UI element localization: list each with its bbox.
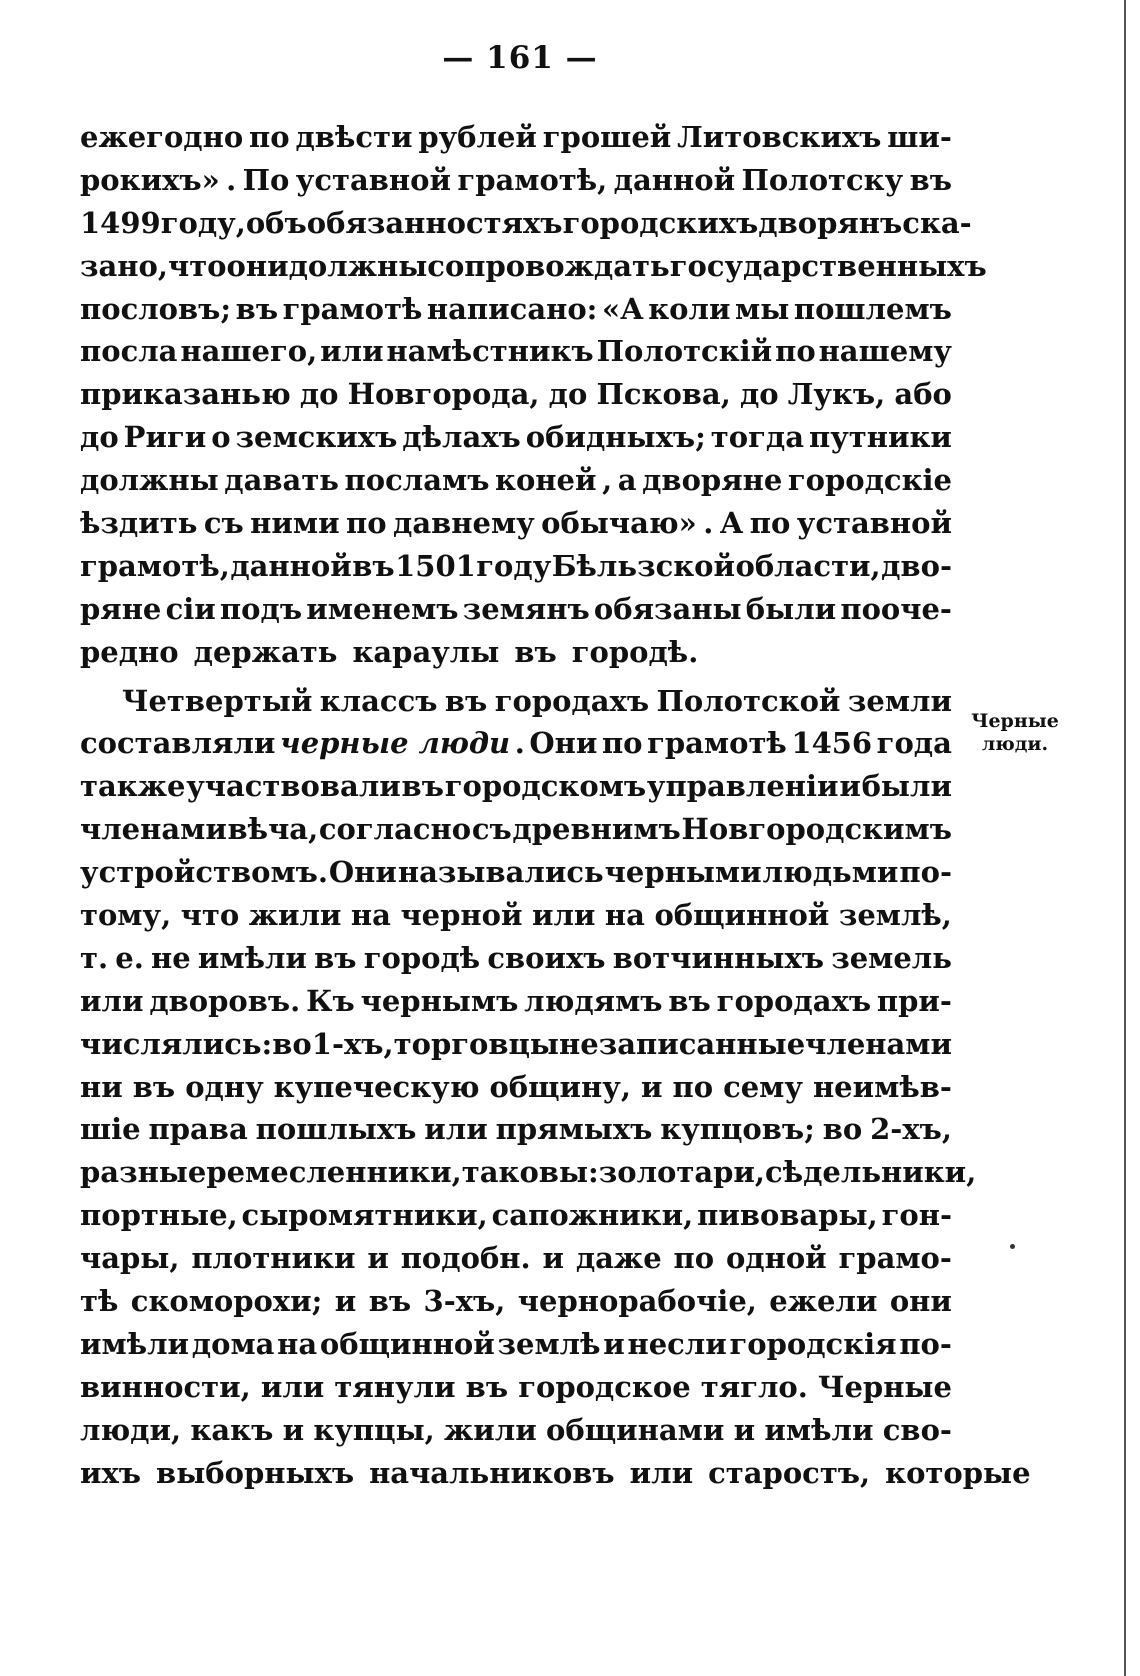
text-line bbox=[80, 1066, 952, 1109]
word: во bbox=[822, 1112, 863, 1147]
text-line bbox=[80, 502, 952, 545]
word: торговцы bbox=[393, 1026, 559, 1061]
word: имѣли bbox=[80, 1326, 190, 1361]
word: посламъ bbox=[344, 463, 490, 498]
word: прямыхъ bbox=[495, 1112, 653, 1147]
word: по bbox=[249, 120, 290, 154]
word: жили bbox=[248, 898, 342, 933]
text-line bbox=[80, 1409, 952, 1452]
word: они bbox=[226, 248, 289, 283]
word: А bbox=[719, 506, 744, 541]
word: пошлемъ bbox=[793, 291, 952, 326]
word: сво- bbox=[882, 1412, 952, 1447]
word: или bbox=[260, 1369, 325, 1404]
word: съ bbox=[471, 812, 512, 847]
word: несли bbox=[627, 1326, 727, 1361]
word: земли bbox=[847, 683, 952, 718]
word: имѣли bbox=[197, 940, 307, 975]
word: черной bbox=[400, 898, 523, 933]
word: Литовскихъ bbox=[677, 120, 882, 154]
word: одну bbox=[185, 1069, 264, 1104]
word: землѣ, bbox=[838, 898, 952, 933]
word: 3-хъ, bbox=[423, 1284, 506, 1319]
word: , bbox=[602, 463, 613, 498]
emphasis-text: черные люди bbox=[279, 726, 511, 761]
word: которые bbox=[885, 1455, 1031, 1490]
text-line bbox=[80, 1280, 952, 1323]
word: сыромятники, bbox=[241, 1198, 488, 1233]
word: управленіи bbox=[646, 769, 839, 804]
word: неимѣв- bbox=[812, 1069, 952, 1104]
word: обязаны bbox=[593, 591, 742, 626]
text-line bbox=[80, 1194, 952, 1237]
word: Полотской bbox=[656, 683, 841, 718]
word: общинной bbox=[319, 1326, 495, 1361]
word: членами bbox=[805, 1026, 952, 1061]
word: давать bbox=[224, 463, 339, 498]
word: подъ bbox=[219, 591, 303, 626]
word: портные, bbox=[80, 1198, 238, 1233]
word: по bbox=[672, 1069, 714, 1104]
word: ни bbox=[80, 1069, 123, 1104]
word: земель bbox=[831, 940, 952, 975]
word: разные bbox=[80, 1155, 207, 1190]
word: дворянъ bbox=[758, 205, 903, 240]
word: дво- bbox=[881, 548, 952, 583]
word: ними bbox=[250, 506, 340, 541]
text-line bbox=[80, 545, 952, 588]
word: землѣ bbox=[497, 1326, 601, 1361]
word: скоморохи; bbox=[130, 1284, 323, 1319]
word: выборныхъ bbox=[156, 1455, 355, 1490]
word: области, bbox=[735, 548, 881, 583]
text-line bbox=[80, 1023, 952, 1066]
word: нашего, bbox=[180, 334, 318, 369]
word: . bbox=[226, 162, 237, 197]
word: Черные bbox=[817, 1369, 952, 1404]
word: золотари, bbox=[598, 1155, 766, 1190]
word: тѣ bbox=[80, 1284, 119, 1319]
text-line bbox=[80, 894, 952, 937]
word: приказанью bbox=[80, 377, 291, 412]
word: 1501 bbox=[395, 548, 476, 583]
word: старостъ, bbox=[708, 1455, 871, 1490]
word: или bbox=[629, 1455, 694, 1490]
word: караулы bbox=[352, 634, 500, 669]
word: ска- bbox=[902, 205, 972, 240]
word: въ bbox=[352, 548, 395, 583]
text-line bbox=[80, 116, 952, 159]
word: обязанностяхъ bbox=[306, 205, 563, 240]
text-line bbox=[80, 680, 952, 723]
word: «А bbox=[601, 291, 644, 326]
word: посла bbox=[80, 334, 178, 369]
word: уставной bbox=[295, 162, 452, 197]
word: по bbox=[775, 334, 816, 369]
text-line bbox=[80, 937, 952, 980]
page-edge-line bbox=[1124, 0, 1126, 1676]
word: въ bbox=[909, 162, 952, 197]
word: или bbox=[320, 334, 384, 369]
word: городахъ bbox=[494, 683, 650, 718]
word: написано: bbox=[426, 291, 598, 326]
word: земянъ bbox=[462, 591, 590, 626]
word: е. bbox=[115, 940, 144, 975]
word: обычаю» bbox=[541, 506, 697, 541]
text-line bbox=[80, 245, 987, 288]
word: городскіе bbox=[787, 463, 952, 498]
word: начальниковъ bbox=[369, 1455, 615, 1490]
word: держать bbox=[193, 634, 338, 669]
word: купцовъ; bbox=[660, 1112, 815, 1147]
word: редно bbox=[80, 634, 179, 669]
word: двѣсти bbox=[295, 120, 413, 154]
text-line bbox=[80, 631, 952, 674]
word: грамо- bbox=[838, 1241, 952, 1276]
margin-note bbox=[960, 710, 1070, 756]
word: права bbox=[148, 1112, 248, 1147]
text-line bbox=[80, 1323, 952, 1366]
print-speck bbox=[1010, 1244, 1015, 1249]
word: Бѣльзской bbox=[551, 548, 736, 583]
word: въ bbox=[401, 769, 444, 804]
word: купеческую bbox=[273, 1069, 480, 1104]
word: грамотѣ, bbox=[80, 548, 230, 583]
word: ѣздить bbox=[80, 506, 198, 541]
word: вотчинныхъ bbox=[612, 940, 825, 975]
word: по bbox=[749, 506, 791, 541]
word: записанные bbox=[598, 1026, 806, 1061]
word: винности, bbox=[80, 1369, 251, 1404]
word: также bbox=[80, 769, 186, 804]
word: Пскова, bbox=[596, 377, 731, 412]
word: чернымъ bbox=[360, 983, 519, 1018]
text-line bbox=[80, 1151, 977, 1194]
word: въ bbox=[235, 291, 279, 326]
word: або bbox=[894, 377, 952, 412]
word: чары, bbox=[80, 1241, 180, 1276]
word: и bbox=[839, 769, 861, 804]
text-line bbox=[80, 1237, 952, 1280]
word: въ bbox=[668, 983, 711, 1018]
word: до bbox=[299, 377, 339, 412]
word: земскихъ bbox=[235, 420, 398, 455]
word: городское bbox=[518, 1369, 691, 1404]
word: были bbox=[861, 769, 952, 804]
word: рублей bbox=[418, 120, 537, 154]
word: и bbox=[367, 1241, 389, 1276]
word: на bbox=[350, 898, 391, 933]
word: дворовъ. bbox=[149, 983, 301, 1018]
word: людямъ bbox=[524, 983, 663, 1018]
word: коли bbox=[648, 291, 731, 326]
paragraph-2 bbox=[80, 680, 1031, 1495]
word: 1499 bbox=[80, 205, 161, 240]
word: до bbox=[548, 377, 588, 412]
word: и bbox=[542, 1241, 564, 1276]
word: Къ bbox=[306, 983, 355, 1018]
word: общину, bbox=[489, 1069, 631, 1104]
word: тому, bbox=[80, 898, 172, 933]
text-line bbox=[80, 1108, 952, 1151]
word: зано, bbox=[80, 248, 168, 283]
text-line bbox=[80, 459, 952, 502]
word: городскихъ bbox=[562, 205, 759, 240]
word: дѣлахъ bbox=[402, 420, 521, 455]
word: черными bbox=[604, 855, 762, 890]
word: Полотску bbox=[741, 162, 904, 197]
word: сему bbox=[723, 1069, 803, 1104]
margin-note-line: Черные bbox=[971, 710, 1059, 732]
word: Риги bbox=[123, 420, 207, 455]
word: ежегодно bbox=[80, 120, 244, 154]
word: при- bbox=[876, 983, 952, 1018]
word: а bbox=[617, 463, 637, 498]
word: Они bbox=[328, 855, 397, 890]
word: пивовары, bbox=[697, 1198, 878, 1233]
word: въ bbox=[465, 1369, 509, 1404]
word: грошей bbox=[542, 120, 672, 154]
word: ши- bbox=[887, 120, 952, 154]
word: шіе bbox=[80, 1112, 141, 1147]
word: вѣча, bbox=[227, 812, 319, 847]
word: во bbox=[272, 1026, 312, 1061]
text-line bbox=[80, 330, 952, 373]
word: что bbox=[167, 248, 227, 283]
word: въ bbox=[514, 634, 557, 669]
word: объ bbox=[245, 205, 307, 240]
word: по- bbox=[899, 855, 952, 890]
word: или bbox=[80, 983, 144, 1018]
word: 2-хъ, bbox=[870, 1112, 952, 1147]
word: были bbox=[745, 591, 837, 626]
word: Новгорода, bbox=[347, 377, 540, 412]
word: должны bbox=[80, 463, 219, 498]
word: числялись: bbox=[80, 1026, 273, 1061]
word: древнимъ bbox=[512, 812, 681, 847]
word: составляли bbox=[80, 726, 276, 761]
word: съ bbox=[203, 506, 244, 541]
word: года bbox=[876, 726, 952, 761]
word: и bbox=[334, 1284, 357, 1319]
word: государственныхъ bbox=[669, 248, 987, 283]
word: тогда bbox=[710, 420, 804, 455]
word: или bbox=[531, 898, 596, 933]
word: въ bbox=[314, 940, 357, 975]
word: тягло. bbox=[700, 1369, 808, 1404]
word: рокихъ» bbox=[80, 162, 220, 197]
word: или bbox=[424, 1112, 488, 1147]
word: пошлыхъ bbox=[255, 1112, 417, 1147]
word: въ bbox=[444, 683, 488, 718]
word: на bbox=[604, 898, 645, 933]
word: данной bbox=[613, 162, 736, 197]
word: до bbox=[739, 377, 779, 412]
word: именемъ bbox=[306, 591, 459, 626]
word: жили bbox=[444, 1412, 537, 1447]
word: сапожники, bbox=[491, 1198, 694, 1233]
word: ежели bbox=[769, 1284, 878, 1319]
word: какъ bbox=[190, 1412, 274, 1447]
word: Четвертый bbox=[122, 683, 313, 718]
text-line bbox=[80, 851, 952, 894]
word: что bbox=[180, 898, 240, 933]
word: членами bbox=[80, 812, 227, 847]
word: общинной bbox=[654, 898, 830, 933]
text-line bbox=[80, 159, 952, 202]
word: грамотѣ, bbox=[457, 162, 608, 197]
text-line bbox=[80, 202, 972, 245]
word: городѣ bbox=[363, 940, 481, 975]
word: грамотѣ bbox=[647, 726, 787, 761]
word: грамотѣ bbox=[282, 291, 423, 326]
word: Новгородскимъ bbox=[681, 812, 952, 847]
word: и bbox=[640, 1069, 663, 1104]
word: въ bbox=[132, 1069, 176, 1104]
word: сопровождать bbox=[427, 248, 670, 283]
word: 1456 bbox=[791, 726, 873, 761]
word: въ bbox=[368, 1284, 412, 1319]
word: городахъ bbox=[716, 983, 872, 1018]
word: данной bbox=[230, 548, 352, 583]
word: сѣдельники, bbox=[765, 1155, 977, 1190]
word: имѣли bbox=[764, 1412, 874, 1447]
word: т. bbox=[80, 940, 109, 975]
word: чернорабочіе, bbox=[517, 1284, 757, 1319]
word: они bbox=[889, 1284, 952, 1319]
word: по bbox=[601, 726, 643, 761]
word: и bbox=[282, 1412, 305, 1447]
word: назывались bbox=[397, 855, 604, 890]
word: . bbox=[703, 506, 714, 541]
word: купцы, bbox=[313, 1412, 435, 1447]
word: устройствомъ. bbox=[80, 855, 328, 890]
text-line bbox=[80, 288, 952, 331]
word: пооче- bbox=[840, 591, 952, 626]
word: Они bbox=[529, 726, 598, 761]
word: о bbox=[211, 420, 231, 455]
word: гон- bbox=[881, 1198, 952, 1233]
word: Лукъ, bbox=[787, 377, 886, 412]
word: Полотскій bbox=[596, 334, 773, 369]
word: по- bbox=[899, 1326, 952, 1361]
word: и bbox=[603, 1326, 625, 1361]
word: пословъ; bbox=[80, 291, 232, 326]
text-line bbox=[80, 765, 952, 808]
word: на bbox=[277, 1326, 318, 1361]
word: должны bbox=[288, 248, 428, 283]
text-line bbox=[80, 588, 952, 631]
text-line bbox=[80, 1366, 952, 1409]
word: не bbox=[151, 940, 191, 975]
page-number: — 161 — bbox=[442, 40, 598, 76]
word: общинами bbox=[546, 1412, 725, 1447]
word: По bbox=[242, 162, 290, 197]
word: городскомъ bbox=[444, 769, 647, 804]
word: году, bbox=[160, 205, 246, 240]
paragraph-1 bbox=[80, 116, 987, 674]
word: и bbox=[733, 1412, 756, 1447]
word: согласно bbox=[318, 812, 472, 847]
word: по bbox=[346, 506, 387, 541]
word: . bbox=[514, 726, 525, 761]
word: классъ bbox=[319, 683, 438, 718]
main-text bbox=[80, 116, 1031, 1495]
text-line bbox=[80, 1452, 1031, 1495]
word: городѣ. bbox=[571, 634, 699, 669]
text-line bbox=[80, 980, 952, 1023]
word: ихъ bbox=[80, 1455, 142, 1490]
word: плотники bbox=[191, 1241, 356, 1276]
word: нашему bbox=[818, 334, 952, 369]
word: обидныхъ; bbox=[525, 420, 706, 455]
word: уставной bbox=[796, 506, 952, 541]
word: ремесленники, bbox=[206, 1155, 462, 1190]
word: дворяне bbox=[642, 463, 783, 498]
word: намѣстникъ bbox=[386, 334, 594, 369]
word: одной bbox=[725, 1241, 827, 1276]
word: своихъ bbox=[487, 940, 606, 975]
word: мы bbox=[735, 291, 790, 326]
word: не bbox=[559, 1026, 599, 1061]
text-line bbox=[80, 416, 952, 459]
word: даже bbox=[575, 1241, 662, 1276]
word: тянули bbox=[334, 1369, 456, 1404]
word: путники bbox=[808, 420, 952, 455]
word: давнему bbox=[393, 506, 535, 541]
text-line bbox=[80, 722, 952, 765]
margin-note-line: люди. bbox=[981, 733, 1049, 755]
word: году bbox=[476, 548, 552, 583]
text-line bbox=[80, 373, 952, 416]
word: до bbox=[80, 420, 119, 455]
word: ряне bbox=[80, 591, 162, 626]
word: подобн. bbox=[400, 1241, 531, 1276]
word: коней bbox=[495, 463, 597, 498]
word: люди, bbox=[80, 1412, 182, 1447]
word: по bbox=[673, 1241, 715, 1276]
word: таковы: bbox=[461, 1155, 599, 1190]
word: дома bbox=[191, 1326, 275, 1361]
word: сіи bbox=[165, 591, 216, 626]
word: участвовали bbox=[186, 769, 401, 804]
word: людьми bbox=[762, 855, 899, 890]
text-line bbox=[80, 808, 952, 851]
word: городскія bbox=[729, 1326, 897, 1361]
word: 1-хъ, bbox=[311, 1026, 394, 1061]
